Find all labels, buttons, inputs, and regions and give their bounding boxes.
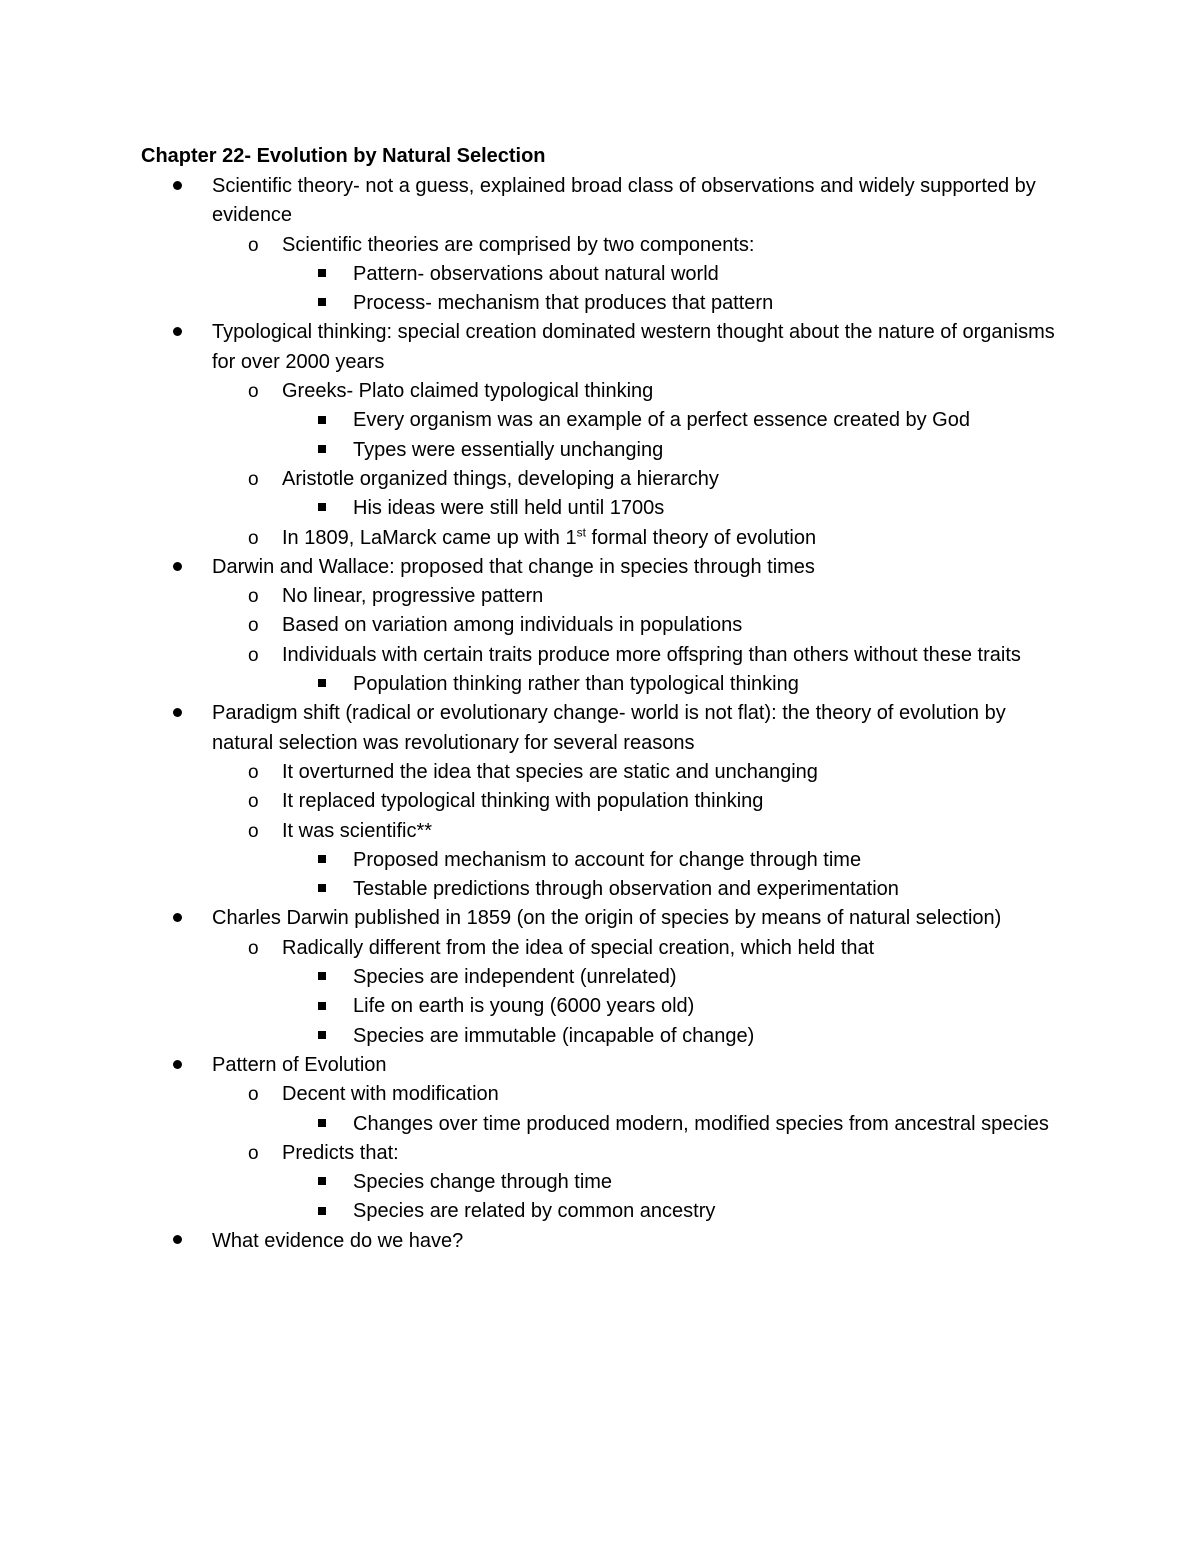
outline-item-text: Pattern- observations about natural world xyxy=(353,262,719,285)
outline-item-text: Decent with modification xyxy=(282,1083,499,1106)
outline-item-text: Species are independent (unrelated) xyxy=(353,966,677,989)
outline-item-level-2 xyxy=(141,611,1071,640)
bullet-square-icon xyxy=(318,406,326,435)
outline-item-level-2 xyxy=(141,377,1071,406)
outline-item-level-3 xyxy=(141,436,1071,465)
chapter-title: Chapter 22- Evolution by Natural Selection xyxy=(141,145,546,167)
outline-item-level-1 xyxy=(141,172,1071,231)
outline-item-level-2 xyxy=(141,787,1071,816)
outline-item-level-3 xyxy=(141,670,1071,699)
outline-item-level-2 xyxy=(141,1139,1071,1168)
bullet-circle-marker: o xyxy=(248,615,259,637)
bullet-dot-icon xyxy=(173,318,182,347)
outline-item-level-2 xyxy=(141,641,1071,670)
outline-item-text: Pattern of Evolution xyxy=(212,1053,387,1076)
outline-item-text: Scientific theory- not a guess, explained broad class of observations and widely supported by evidence xyxy=(212,175,1036,227)
bullet-circle-marker: o xyxy=(248,468,259,490)
bullet-dot-icon xyxy=(173,553,182,582)
outline-item-level-2 xyxy=(141,758,1071,787)
outline-item-level-2 xyxy=(141,231,1071,260)
bullet-square-icon xyxy=(318,436,326,465)
outline-item-text: Population thinking rather than typological thinking xyxy=(353,673,799,696)
outline-item-level-3 xyxy=(141,1110,1071,1139)
outline-item-level-2 xyxy=(141,582,1071,611)
bullet-circle-marker: o xyxy=(248,820,259,842)
outline-item-level-1 xyxy=(141,904,1071,933)
bullet-circle-marker: o xyxy=(248,586,259,608)
outline-item-text: It was scientific** xyxy=(282,819,433,842)
bullet-square-icon xyxy=(318,1110,326,1139)
outline-item-text: Based on variation among individuals in populations xyxy=(282,614,743,637)
bullet-dot-icon xyxy=(173,1227,182,1256)
bullet-square-icon xyxy=(318,846,326,875)
bullet-circle-marker: o xyxy=(248,1084,259,1106)
outline-item-level-3 xyxy=(141,289,1071,318)
outline-item-text: It overturned the idea that species are static and unchanging xyxy=(282,760,818,783)
bullet-circle-marker: o xyxy=(248,527,259,549)
outline-item-level-3 xyxy=(141,963,1071,992)
bullet-square-icon xyxy=(318,992,326,1021)
outline-item-level-3 xyxy=(141,406,1071,435)
outline-item-text: Changes over time produced modern, modified species from ancestral species xyxy=(353,1112,1049,1135)
outline-item-text: Scientific theories are comprised by two components: xyxy=(282,233,755,256)
bullet-circle-marker: o xyxy=(248,644,259,666)
outline-item-text: Every organism was an example of a perfect essence created by God xyxy=(353,409,970,432)
outline-item-level-1 xyxy=(141,553,1071,582)
outline-item-text: Typological thinking: special creation dominated western thought about the nature of organisms for over 2000 years xyxy=(212,321,1055,373)
bullet-dot-icon xyxy=(173,1051,182,1080)
outline-item-level-2 xyxy=(141,817,1071,846)
bullet-circle-marker: o xyxy=(248,937,259,959)
bullet-square-icon xyxy=(318,670,326,699)
outline-item-text: Species change through time xyxy=(353,1171,613,1194)
bullet-circle-marker: o xyxy=(248,761,259,783)
outline-item-level-2 xyxy=(141,1080,1071,1109)
outline-item-text: Life on earth is young (6000 years old) xyxy=(353,995,695,1018)
outline-item-text: Species are immutable (incapable of change) xyxy=(353,1024,755,1047)
outline-item-text: Greeks- Plato claimed typological thinking xyxy=(282,380,654,403)
outline-item-level-2 xyxy=(141,524,1071,553)
bullet-circle-marker: o xyxy=(248,1142,259,1164)
outline-item-text: Types were essentially unchanging xyxy=(353,438,664,461)
outline-item-text: Paradigm shift (radical or evolutionary change- world is not flat): the theory of evolution by natural selection was revolutionary for several reasons xyxy=(212,702,1006,754)
outline-item-text: Charles Darwin published in 1859 (on the origin of species by means of natural selection) xyxy=(212,907,1002,930)
outline-item-text: Darwin and Wallace: proposed that change in species through times xyxy=(212,555,815,578)
bullet-square-icon xyxy=(318,1197,326,1226)
bullet-square-icon xyxy=(318,1168,326,1197)
outline-item-level-1 xyxy=(141,1051,1071,1080)
outline-item-text: Aristotle organized things, developing a hierarchy xyxy=(282,467,719,490)
outline-item-level-3 xyxy=(141,1197,1071,1226)
outline-item-text: Process- mechanism that produces that pattern xyxy=(353,292,774,315)
text-segment: In 1809, LaMarck came up with 1 xyxy=(282,526,577,549)
outline-item-level-2 xyxy=(141,934,1071,963)
outline-item-text: Individuals with certain traits produce more offspring than others without these traits xyxy=(282,643,1021,666)
bullet-square-icon xyxy=(318,494,326,523)
outline-item-text: Testable predictions through observation and experimentation xyxy=(353,878,899,901)
document-content xyxy=(141,140,1071,1256)
outline-item-text: It replaced typological thinking with population thinking xyxy=(282,790,764,813)
outline-item-level-1 xyxy=(141,699,1071,758)
outline-item-level-3 xyxy=(141,1168,1071,1197)
bullet-square-icon xyxy=(318,963,326,992)
bullet-dot-icon xyxy=(173,699,182,728)
outline-item-text: Predicts that: xyxy=(282,1141,399,1164)
outline-item-level-3 xyxy=(141,494,1071,523)
outline-item-text: Species are related by common ancestry xyxy=(353,1200,716,1223)
outline-item-level-2 xyxy=(141,465,1071,494)
outline-item-level-1 xyxy=(141,1227,1071,1256)
bullet-dot-icon xyxy=(173,172,182,201)
outline-item-level-3 xyxy=(141,846,1071,875)
bullet-square-icon xyxy=(318,875,326,904)
bullet-circle-marker: o xyxy=(248,791,259,813)
bullet-square-icon xyxy=(318,289,326,318)
outline-item-level-3 xyxy=(141,260,1071,289)
bullet-square-icon xyxy=(318,260,326,289)
outline-item-level-3 xyxy=(141,875,1071,904)
bullet-circle-marker: o xyxy=(248,381,259,403)
outline-item-text xyxy=(282,524,1071,553)
outline-item-text: Radically different from the idea of special creation, which held that xyxy=(282,936,875,959)
outline-item-text: What evidence do we have? xyxy=(212,1229,464,1252)
outline-item-text: His ideas were still held until 1700s xyxy=(353,497,665,520)
outline-list xyxy=(141,172,1071,1256)
bullet-square-icon xyxy=(318,1022,326,1051)
text-segment: formal theory of evolution xyxy=(585,526,817,549)
outline-item-text: Proposed mechanism to account for change through time xyxy=(353,848,862,871)
bullet-circle-marker: o xyxy=(248,234,259,256)
outline-item-text: No linear, progressive pattern xyxy=(282,585,544,608)
ordinal-superscript: st xyxy=(576,524,586,539)
outline-item-level-3 xyxy=(141,992,1071,1021)
outline-item-level-3 xyxy=(141,1022,1071,1051)
outline-item-level-1 xyxy=(141,318,1071,377)
bullet-dot-icon xyxy=(173,904,182,933)
